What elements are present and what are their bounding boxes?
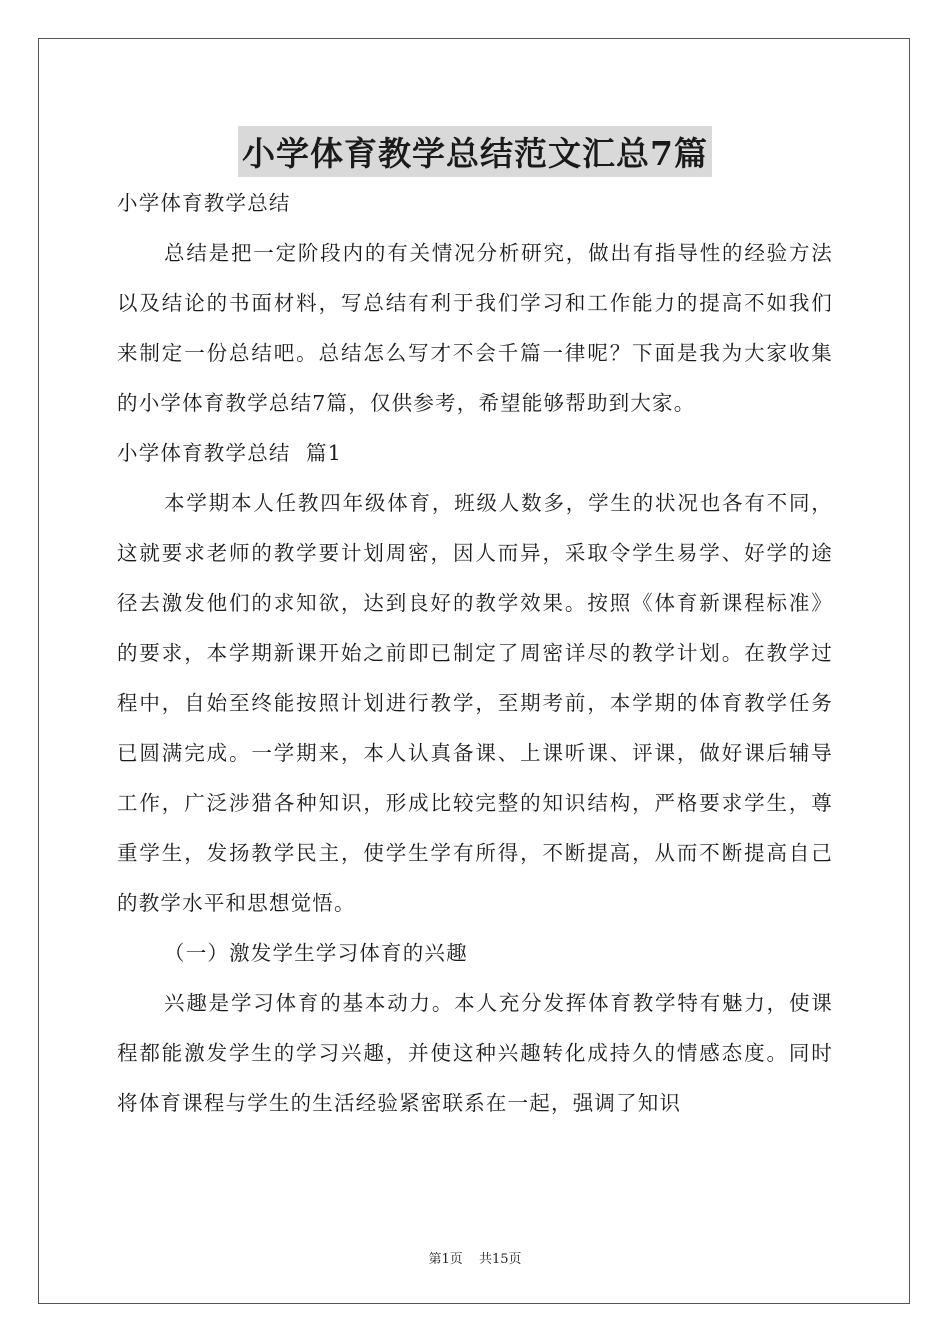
section-heading: 小学体育教学总结 bbox=[117, 191, 291, 215]
title-container bbox=[0, 126, 950, 177]
document-body bbox=[117, 178, 833, 1128]
body-paragraph: 本学期本人任教四年级体育，班级人数多，学生的状况也各有不同，这就要求老师的教学要计划周密，因人而异，采取令学生易学、好学的途径去激发他们的求知欲，达到良好的教学效果。按照《体育新课程标准》的要求，本学期新课开始之前即已制定了周密详尽的教学计划。在教学过程中，自始至终能按照计划进行教学，至期考前，本学期的体育教学任务已圆满完成。一学期来，本人认真备课、上课听课、评课，做好课后辅导工作，广泛涉猎各种知识，形成比较完整的知识结构，严格要求学生，尊重学生，发扬教学民主，使学生学有所得，不断提高，从而不断提高自己的教学水平和思想觉悟。 bbox=[117, 491, 833, 915]
page-total: 共15页 bbox=[478, 1252, 522, 1267]
section-heading: 小学体育教学总结 篇1 bbox=[117, 441, 342, 465]
body-paragraph: 兴趣是学习体育的基本动力。本人充分发挥体育教学特有魅力，使课程都能激发学生的学习兴趣，并使这种兴趣转化成持久的情感态度。同时将体育课程与学生的生活经验紧密联系在一起，强调了知识 bbox=[117, 991, 833, 1115]
subsection-heading: （一）激发学生学习体育的兴趣 bbox=[164, 941, 468, 965]
page-footer bbox=[0, 1248, 950, 1267]
page-number: 第1页 bbox=[428, 1252, 463, 1267]
body-paragraph: 总结是把一定阶段内的有关情况分析研究，做出有指导性的经验方法以及结论的书面材料，写总结有利于我们学习和工作能力的提高不如我们来制定一份总结吧。总结怎么写才不会千篇一律呢？下面是我为大家收集的小学体育教学总结7篇，仅供参考，希望能够帮助到大家。 bbox=[117, 241, 833, 415]
document-title: 小学体育教学总结范文汇总7篇 bbox=[238, 126, 712, 177]
